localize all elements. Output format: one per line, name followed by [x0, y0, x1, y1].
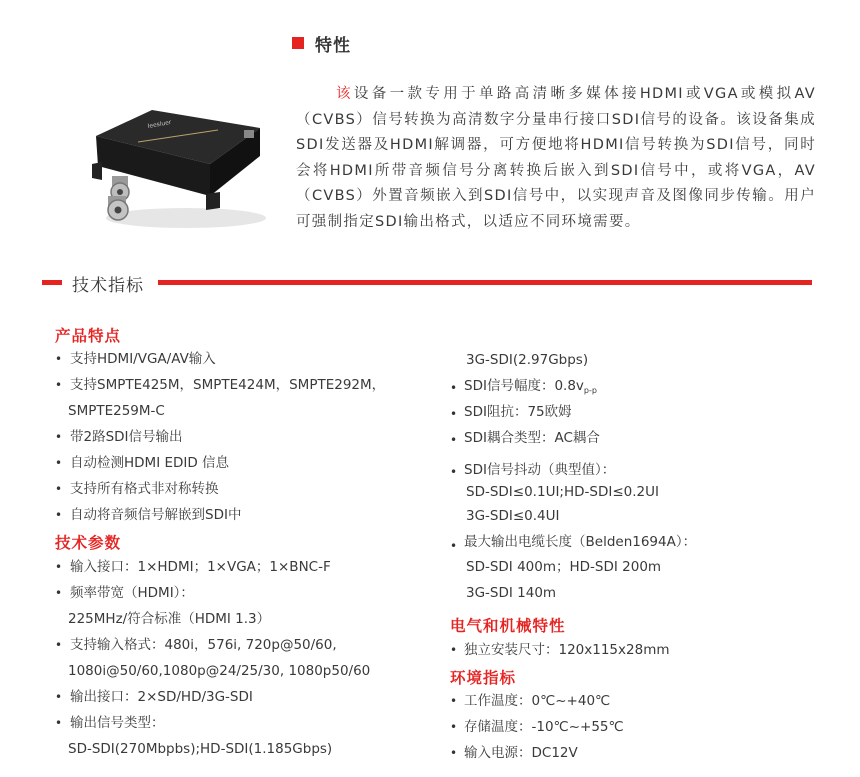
device-label: Ieesluer — [147, 118, 172, 130]
bullet: • — [450, 407, 458, 421]
bullet: • — [55, 586, 63, 600]
desc-line-2: （CVBS）信号转换为高清数字分量串行接口SDI信号的设备。该设备集 — [296, 111, 801, 128]
list-item: SD-SDI≤0.1UI;HD-SDI≤0.2UI — [466, 484, 659, 500]
list-item: 最大输出电缆长度（Belden1694A）： — [464, 534, 697, 550]
list-item: 3G-SDI(2.97Gbps) — [466, 352, 589, 368]
list-item: SDI耦合类型：AC耦合 — [464, 430, 600, 446]
electrical-heading: 电气和机械特性 — [450, 617, 566, 635]
bullet: • — [55, 560, 63, 574]
tech-params-heading: 技术参数 — [55, 534, 122, 552]
bullet: • — [450, 381, 458, 395]
bullet: • — [55, 456, 63, 470]
list-item — [464, 376, 597, 401]
list-item: 带2路SDI信号输出 — [70, 429, 183, 445]
amplitude-text: SDI信号幅度：0.8v — [464, 378, 584, 394]
bullet: • — [55, 352, 63, 366]
bullet: • — [55, 690, 63, 704]
bullet: • — [55, 482, 63, 496]
list-item: 存储温度：-10℃~+55℃ — [464, 719, 624, 735]
bullet: • — [450, 643, 458, 657]
list-item: 支持所有格式非对称转换 — [70, 481, 219, 497]
list-item: 输出信号类型： — [70, 715, 165, 731]
list-item: SDI信号抖动（典型值）： — [464, 462, 616, 478]
desc-line-5: （CVBS）外置音频嵌入到SDI信号中，以实现声音及图像同步传输。用 — [296, 188, 801, 204]
section-marker — [292, 37, 304, 49]
bullet: • — [450, 433, 458, 447]
list-item: 3G-SDI 140m — [466, 585, 557, 601]
list-item: 独立安装尺寸：120x115x28mm — [464, 642, 670, 658]
bullet: • — [450, 694, 458, 708]
list-item: 频率带宽（HDMI）： — [70, 585, 194, 601]
bullet: • — [450, 465, 458, 479]
list-item: 225MHz/符合标准（HDMI 1.3） — [68, 611, 271, 627]
section-bar-left — [42, 280, 62, 285]
desc-line-6: 户可强制指定SDI输出格式，以适应不同环境需要。 — [296, 188, 816, 230]
bullet: • — [55, 716, 63, 730]
specs-title: 技术指标 — [72, 276, 144, 296]
list-item: 输入电源：DC12V — [464, 745, 578, 761]
list-item: 自动检测HDMI EDID 信息 — [70, 455, 230, 471]
list-item: 3G-SDI≤0.4UI — [466, 508, 560, 524]
list-item: SDI阻抗：75欧姆 — [464, 404, 572, 420]
bullet: • — [450, 720, 458, 734]
list-item: 输入接口：1×HDMI；1×VGA；1×BNC-F — [70, 559, 331, 575]
amplitude-subscript: p-p — [583, 386, 597, 395]
bullet: • — [450, 539, 458, 553]
desc-line-3: 成SDI发送器及HDMI解调器，可方便地将HDMI信号转换为SDI信号，同 — [296, 111, 816, 153]
list-item: 支持输入格式：480i，576i, 720p@50/60, — [70, 637, 337, 653]
product-image — [88, 96, 268, 238]
list-item: SD-SDI 400m；HD-SDI 200m — [466, 559, 662, 575]
bullet: • — [450, 746, 458, 760]
environment-heading: 环境指标 — [450, 669, 517, 687]
list-item: 工作温度：0℃~+40℃ — [464, 693, 611, 709]
bullet: • — [55, 638, 63, 652]
features-title: 特性 — [315, 36, 351, 56]
product-features-heading: 产品特点 — [55, 327, 122, 345]
bullet: • — [55, 378, 63, 392]
desc-line-1: 设备一款专用于单路高清晰多媒体接HDMI或VGA或模拟AV — [353, 86, 816, 102]
list-item: 自动将音频信号解嵌到SDI中 — [70, 507, 242, 523]
desc-highlight: 该 — [336, 86, 354, 102]
list-item: SD-SDI(270Mbpbs);HD-SDI(1.185Gbps) — [68, 741, 333, 757]
list-item: SMPTE259M-C — [68, 403, 165, 419]
bullet: • — [55, 430, 63, 444]
section-bar-right — [158, 280, 812, 285]
desc-line-4: 时会将HDMI所带音频信号分离转换后嵌入到SDI信号中，或将VGA，AV — [296, 137, 816, 179]
list-item: 1080i@50/60,1080p@24/25/30, 1080p50/60 — [68, 663, 371, 679]
list-item: 支持HDMI/VGA/AV输入 — [70, 351, 216, 367]
bullet: • — [55, 508, 63, 522]
list-item: 输出接口：2×SD/HD/3G-SDI — [70, 689, 253, 705]
list-item: 支持SMPTE425M，SMPTE424M，SMPTE292M， — [70, 377, 386, 393]
features-description — [296, 82, 816, 235]
